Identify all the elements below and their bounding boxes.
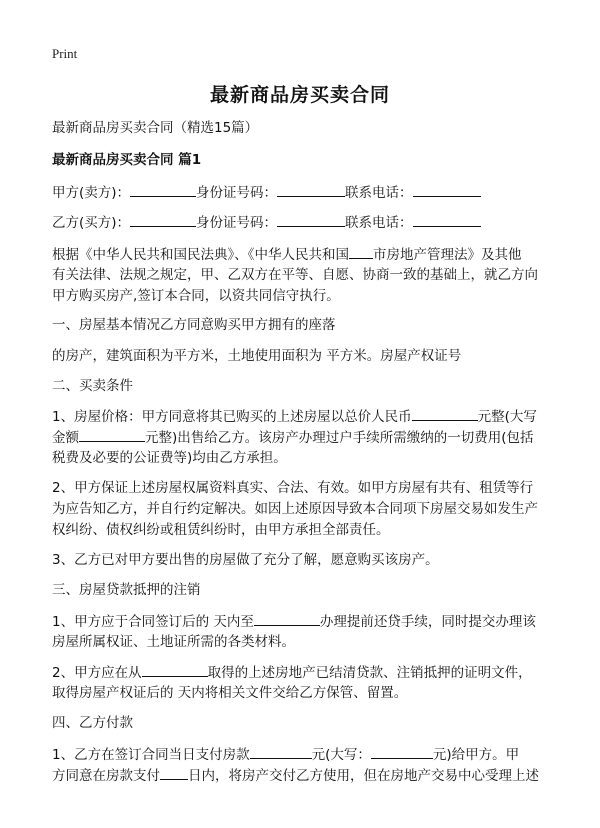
- seller-name-blank: [130, 182, 196, 197]
- paragraph-line: [52, 406, 552, 427]
- text-span: 办理提前还贷手续，同时提交办理该: [319, 614, 536, 630]
- buyer-phone-label: 联系电话：: [345, 215, 413, 231]
- paragraph-line: [52, 427, 552, 448]
- seller-row: [52, 182, 552, 203]
- paragraph-line: 取得房屋产权证后的 天内将相关文件交给乙方保管、留置。: [52, 685, 408, 701]
- paragraph-line: [52, 744, 552, 765]
- text-span: 金额: [52, 430, 79, 446]
- text-span: 方同意在房款支付: [52, 768, 160, 784]
- seller-label: 甲方(卖方)：: [52, 185, 131, 201]
- text-span: 市房地产管理法》及其他: [373, 247, 522, 263]
- text-span: 取得的上述房地产已结清贷款、注销抵押的证明文件，: [207, 665, 532, 681]
- paragraph-line: 3、乙方已对甲方要出售的房屋做了充分了解，愿意购买该房产。: [52, 552, 439, 568]
- text-span: 元整)出售给乙方。该房产办理过户手续所需缴纳的一切费用(包括: [145, 430, 534, 446]
- buyer-name-blank: [130, 212, 196, 227]
- paragraph-line: [52, 662, 552, 683]
- text-span: 元(大写：: [311, 747, 371, 763]
- paragraph-line: 权纠纷、债权纠纷或租赁纠纷时，由甲方承担全部责任。: [52, 522, 390, 538]
- seller-phone-label: 联系电话：: [345, 185, 413, 201]
- section-2-heading: 二、买卖条件: [52, 378, 133, 394]
- section-4-heading: 四、乙方付款: [52, 715, 133, 731]
- blank: [79, 427, 145, 442]
- section-3-heading: 三、房屋贷款抵押的注销: [52, 582, 201, 598]
- document-subtitle: 最新商品房买卖合同（精选15篇）: [52, 120, 259, 136]
- section-heading: 最新商品房买卖合同 篇1: [52, 152, 202, 168]
- buyer-id-blank: [277, 212, 345, 227]
- print-label: Print: [52, 46, 78, 61]
- blank: [160, 765, 188, 780]
- paragraph-line: 税费及必要的公证费等)均由乙方承担。: [52, 450, 287, 466]
- section-1-heading: 一、房屋基本情况乙方同意购买甲方拥有的座落: [52, 317, 336, 333]
- blank: [142, 662, 208, 677]
- buyer-id-label: 身份证号码：: [196, 215, 278, 231]
- paragraph-line: [52, 765, 552, 786]
- seller-id-blank: [277, 182, 345, 197]
- blank: [349, 244, 373, 259]
- buyer-phone-blank: [413, 212, 481, 227]
- paragraph-line: 甲方购买房产,签订本合同，以资共同信守执行。: [52, 288, 340, 304]
- blank: [371, 744, 433, 759]
- section-1-text: 的房产，建筑面积为平方米，土地使用面积为 平方米。房屋产权证号: [52, 348, 462, 364]
- document-title: 最新商品房买卖合同: [209, 84, 390, 106]
- text-span: 1、甲方应于合同签订后的 天内至: [52, 614, 254, 630]
- paragraph-line: [52, 244, 552, 265]
- text-span: 1、乙方在签订合同当日支付房款: [52, 747, 250, 763]
- seller-id-label: 身份证号码：: [196, 185, 278, 201]
- paragraph-line: 有关法律、法规之规定，甲、乙双方在平等、自愿、协商一致的基础上，就乙方向: [52, 267, 538, 283]
- paragraph-line: 2、甲方保证上述房屋权属资料真实、合法、有效。如甲方房屋有共有、租赁等行: [52, 480, 534, 496]
- text-span: 根据《中华人民共和国民法典》、《中华人民共和国: [52, 247, 349, 263]
- paragraph-line: 为应告知乙方，并自行约定解决。如因上述原因导致本合同项下房屋交易如发生产: [52, 501, 538, 517]
- text-span: 1、房屋价格：甲方同意将其已购买的上述房屋以总价人民币: [52, 409, 412, 425]
- blank: [412, 406, 478, 421]
- text-span: 日内，将房产交付乙方使用，但在房地产交易中心受理上述: [188, 768, 539, 784]
- buyer-row: [52, 212, 552, 233]
- paragraph-line: 房屋所属权证、土地证所需的各类材料。: [52, 634, 295, 650]
- blank: [254, 611, 320, 626]
- text-span: 2、甲方应在从: [52, 665, 142, 681]
- buyer-label: 乙方(买方)：: [52, 215, 131, 231]
- blank: [250, 744, 312, 759]
- text-span: 元整(大写: [477, 409, 537, 425]
- text-span: 元)给甲方。甲: [432, 747, 520, 763]
- seller-phone-blank: [413, 182, 481, 197]
- paragraph-line: [52, 611, 552, 632]
